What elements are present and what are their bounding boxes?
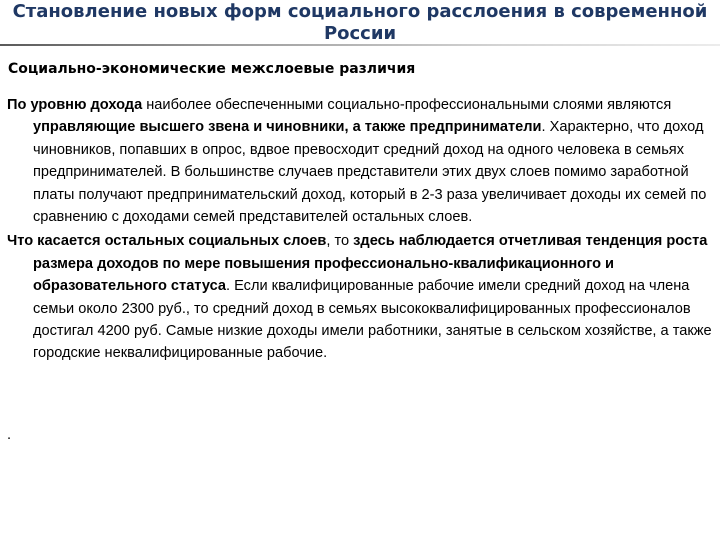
paragraph-2-segment-3: здесь наблюдается отчетливая тенденция роста размера доходов по мере повышения профессионально-квалификационного и образовательного статуса xyxy=(33,233,708,295)
paragraph-1-segment-3: управляющие высшего звена и чиновники, а также предприниматели xyxy=(33,119,542,136)
paragraph-2-segment-4: . Если квалифицированные рабочие имели средний доход на члена семьи около 2300 руб., то средний доход в семьях высококвалифицированных профессионалов достигал 4200 руб. Самые низкие доходы имели работники, занятые в сельском хозяйстве, а также городские неквалифицированные рабочие. xyxy=(33,278,712,362)
paragraph-2-segment-1: Что касается остальных социальных слоев xyxy=(7,233,327,250)
paragraph-other-strata xyxy=(7,230,715,364)
paragraph-1-segment-4: . Характерно, что доход чиновников, попавших в опрос, вдвое превосходит средний доход на одного человека в семьях предпринимателей. В большинстве случаев представители этих двух слоев помимо заработной платы получают предпринимательский доход, который в 2-3 раза увеличивает доходы их семей по сравнению с доходами семей представителей остальных слоев. xyxy=(33,119,707,226)
paragraph-2-segment-2: , то xyxy=(326,233,354,250)
title-divider xyxy=(0,44,720,46)
section-heading: Социально-экономические межслоевые различия xyxy=(8,61,416,77)
paragraph-1-segment-1: По уровню дохода xyxy=(7,97,143,113)
paragraph-income-level xyxy=(7,94,715,228)
paragraph-1-segment-2: наиболее обеспеченными социально-профессиональными слоями являются xyxy=(142,97,672,113)
trailing-period: . xyxy=(7,427,12,443)
slide-title: Становление новых форм социального расслоения в современной России xyxy=(12,1,708,44)
body-text xyxy=(7,94,715,365)
